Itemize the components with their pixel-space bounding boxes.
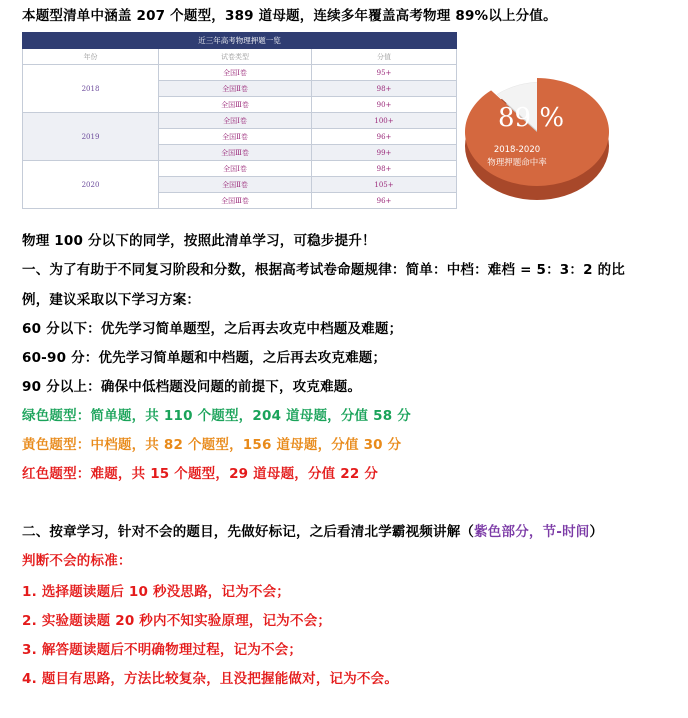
pie-years-label: 2018-2020	[493, 145, 541, 155]
type-cell: 全国Ⅰ卷	[159, 65, 312, 81]
score-cell: 99+	[312, 145, 457, 161]
section2-main: 二、按章学习，针对不会的题目，先做好标记，之后看清北学霸视频讲解（	[22, 524, 475, 540]
type-cell: 全国Ⅱ卷	[159, 129, 312, 145]
type-cell: 全国Ⅲ卷	[159, 145, 312, 161]
line-below60: 60 分以下：优先学习简单题型，之后再去攻克中档题及难题；	[22, 321, 403, 337]
criteria-4: 4. 题目有思路，方法比较复杂，且没把握能做对，记为不会。	[22, 671, 399, 687]
criteria-2: 2. 实验题读题 20 秒内不知实验原理，记为不会；	[22, 613, 332, 629]
exam-table	[22, 32, 457, 209]
line-section1: 一、为了有助于不同复习阶段和分数，根据高考试卷命题规律：简单：中档：难档 = 5：3：2 的比	[22, 262, 625, 278]
year-cell: 2020	[23, 161, 159, 209]
table-row	[23, 161, 457, 177]
line-section1-cont: 例，建议采取以下学习方案：	[22, 292, 201, 308]
line-section2	[22, 520, 603, 540]
year-cell: 2019	[23, 113, 159, 161]
criteria-title: 判断不会的标准：	[22, 553, 132, 569]
section2-close: ）	[589, 524, 604, 540]
line-60to90: 60-90 分：优先学习简单题和中档题，之后再去攻克难题；	[22, 350, 387, 366]
criteria-3: 3. 解答题读题后不明确物理过程，记为不会；	[22, 642, 303, 658]
type-cell: 全国Ⅲ卷	[159, 193, 312, 209]
intro-text: 本题型清单中涵盖 207 个题型，389 道母题，连续多年覆盖高考物理 89%以上分值。	[22, 8, 557, 24]
table-row	[23, 65, 457, 81]
hit-rate-pie	[459, 66, 619, 226]
section2-purple: 紫色部分，节-时间	[474, 524, 590, 540]
score-cell: 96+	[312, 129, 457, 145]
type-cell: 全国Ⅲ卷	[159, 97, 312, 113]
header-score: 分值	[312, 49, 457, 65]
type-cell: 全国Ⅰ卷	[159, 113, 312, 129]
score-cell: 95+	[312, 65, 457, 81]
line-red-type: 红色题型：难题，共 15 个题型，29 道母题，分值 22 分	[22, 466, 379, 482]
line-above90: 90 分以上：确保中低档题没问题的前提下，攻克难题。	[22, 379, 362, 395]
pie-rate-label: 物理押题命中率	[487, 158, 547, 168]
score-cell: 105+	[312, 177, 457, 193]
line-yellow-type: 黄色题型：中档题，共 82 个题型，156 道母题，分值 30 分	[22, 437, 402, 453]
type-cell: 全国Ⅰ卷	[159, 161, 312, 177]
header-type: 试卷类型	[159, 49, 312, 65]
type-cell: 全国Ⅱ卷	[159, 177, 312, 193]
score-cell: 98+	[312, 81, 457, 97]
criteria-1: 1. 选择题读题后 10 秒没思路，记为不会；	[22, 584, 291, 600]
table-caption: 近三年高考物理押题一览	[23, 33, 457, 49]
table-row	[23, 113, 457, 129]
score-cell: 100+	[312, 113, 457, 129]
line-advice: 物理 100 分以下的同学，按照此清单学习，可稳步提升！	[22, 233, 376, 249]
score-cell: 96+	[312, 193, 457, 209]
score-cell: 98+	[312, 161, 457, 177]
year-cell: 2018	[23, 65, 159, 113]
type-cell: 全国Ⅱ卷	[159, 81, 312, 97]
score-cell: 90+	[312, 97, 457, 113]
header-year: 年份	[23, 49, 159, 65]
pie-percent-label: 89 %	[497, 103, 565, 133]
line-green-type: 绿色题型：简单题，共 110 个题型，204 道母题，分值 58 分	[22, 408, 411, 424]
